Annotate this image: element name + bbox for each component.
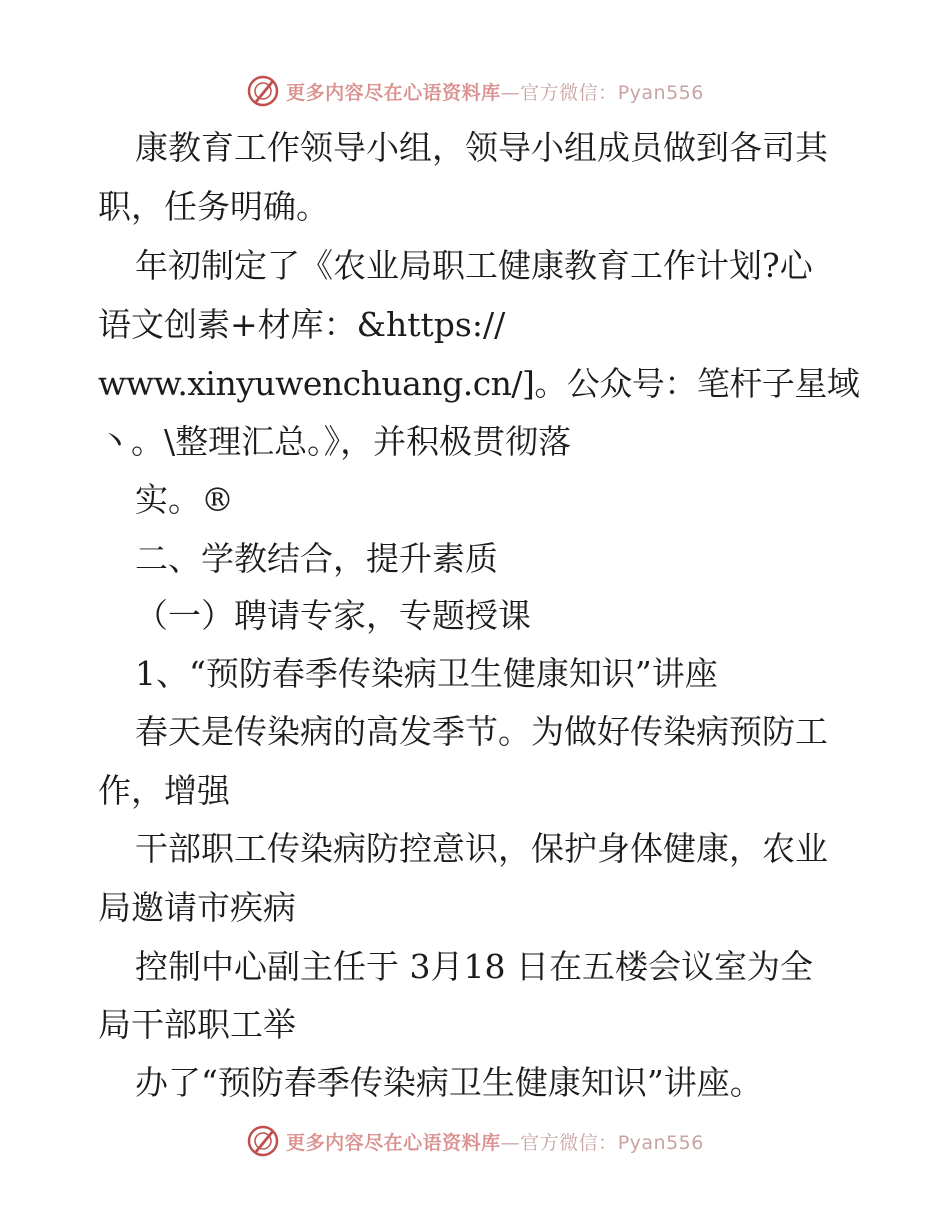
item-heading: 1、“预防春季传染病卫生健康知识”讲座	[135, 654, 718, 693]
header-wechat-id: Pyan556	[617, 81, 704, 104]
text-line: 办了“预防春季传染病卫生健康知识”讲座。	[135, 1063, 763, 1102]
text-line: 作，增强	[98, 771, 230, 810]
text-line: 康教育工作领导小组，领导小组成员做到各司其	[135, 128, 828, 167]
section-heading: 二、学教结合，提升素质	[135, 539, 498, 578]
text-line: 职，任务明确。	[98, 187, 329, 226]
text-line: 丶。\整理汇总。》，并积极贯彻落	[98, 422, 572, 461]
footer-wechat-id: Pyan556	[617, 1131, 704, 1154]
subsection-heading: （一）聘请专家，专题授课	[135, 596, 531, 635]
header-sub-text: 官方微信：	[520, 81, 618, 104]
text-line: 语文创素+材库：&https://	[98, 305, 506, 344]
text-line: 干部职工传染病防控意识，保护身体健康，农业	[135, 829, 828, 868]
footer-banner	[0, 1121, 950, 1161]
footer-separator: —	[500, 1131, 521, 1154]
text-line: 年初制定了《农业局职工健康教育工作计划?心	[135, 246, 813, 285]
text-line: www.xinyuwenchuang.cn/]。公众号：笔杆子星域	[98, 364, 860, 403]
text-line: 控制中心副主任于 3月18 日在五楼会议室为全	[135, 947, 813, 986]
footer-text	[286, 1128, 704, 1155]
text-line: 春天是传染病的高发季节。为做好传染病预防工	[135, 712, 828, 751]
header-main-text: 更多内容尽在心语资料库	[286, 81, 501, 104]
text-line: 局邀请市疾病	[98, 888, 296, 927]
text-line: 局干部职工举	[98, 1005, 296, 1044]
footer-sub-text: 官方微信：	[520, 1131, 618, 1154]
quill-seal-icon	[246, 1124, 280, 1158]
header-separator: —	[500, 81, 521, 104]
footer-main-text: 更多内容尽在心语资料库	[286, 1131, 501, 1154]
text-line: 实。®	[135, 480, 234, 519]
